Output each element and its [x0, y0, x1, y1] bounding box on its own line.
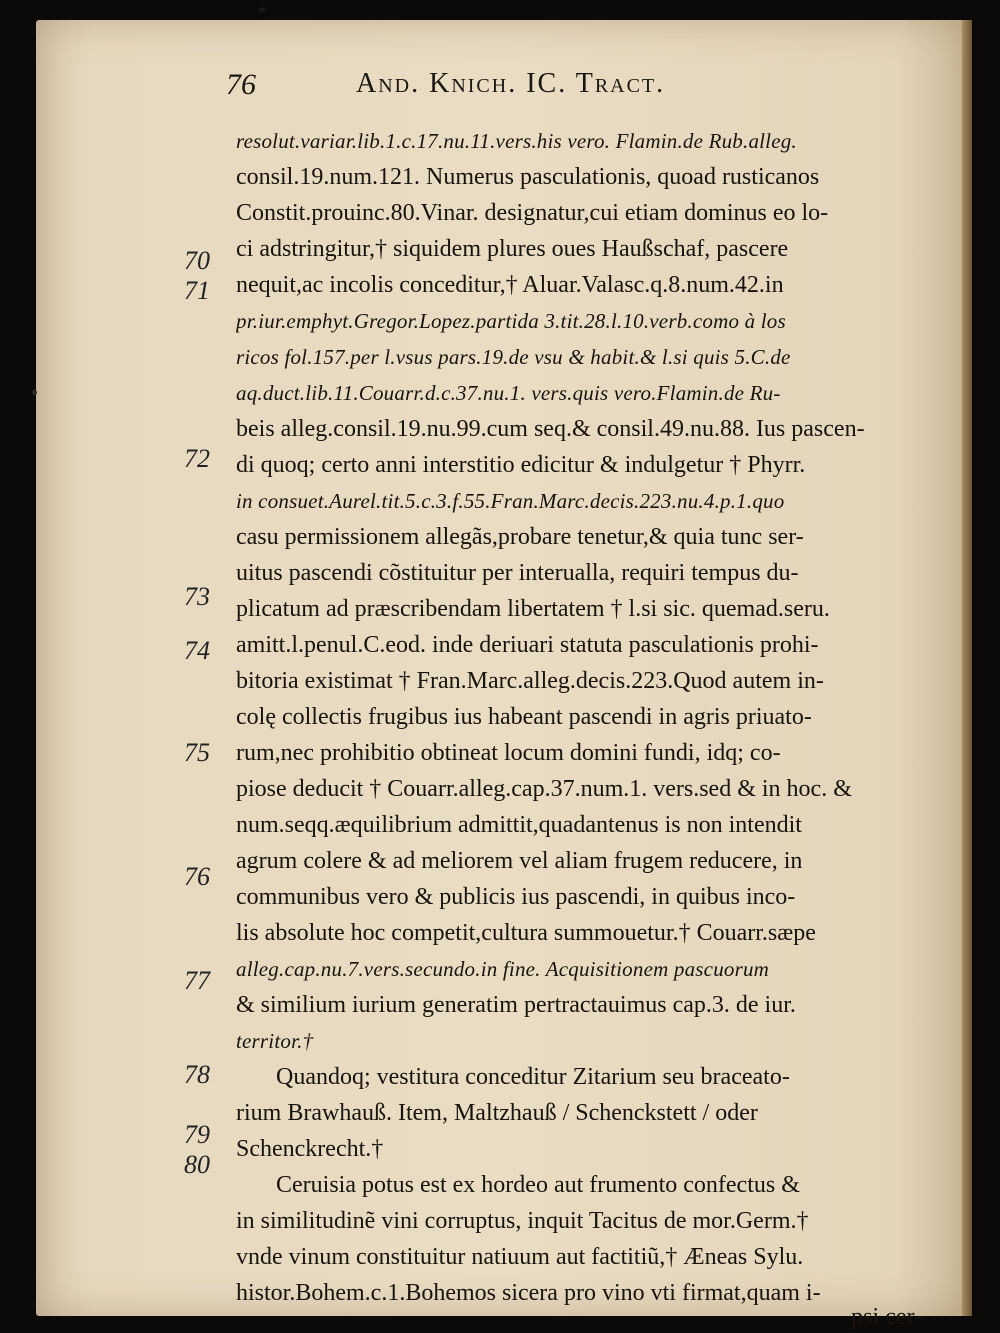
text-line: agrum colere & ad meliorem vel aliam frugem reducere, in: [236, 848, 803, 874]
text-line: piose deducit † Couarr.alleg.cap.37.num.1. vers.sed & in hoc. &: [236, 776, 852, 802]
catchword: psi cer-: [851, 1304, 922, 1330]
text-line: in consuet.Aurel.tit.5.c.3.f.55.Fran.Marc.decis.223.nu.4.p.1.quo: [236, 489, 785, 513]
text-line: consil.19.num.121. Numerus pasculationis, quoad rusticanos: [236, 164, 820, 190]
text-line: ci adstringitur,† siquidem plures oues Haußschaf, pascere: [236, 236, 789, 262]
text-line: lis absolute hoc competit,cultura summouetur.† Couarr.sæpe: [236, 920, 816, 946]
text-line: histor.Bohem.c.1.Bohemos sicera pro vino vti firmat,quam i-: [236, 1280, 821, 1306]
text-line: Schenckrecht.†: [236, 1136, 384, 1162]
margin-number: 77: [184, 966, 210, 995]
top-ornament-mark: *: [258, 4, 266, 21]
margin-number: 73: [184, 582, 210, 611]
margin-number: 79: [184, 1120, 210, 1149]
text-line: di quoq; certo anni interstitio edicitur & indulgetur † Phyrr.: [236, 452, 806, 478]
running-header: [226, 68, 926, 108]
margin-number: 75: [184, 738, 210, 767]
margin-number: 78: [184, 1060, 210, 1089]
text-line: alleg.cap.nu.7.vers.secundo.in fine. Acquisitionem pascuorum: [236, 957, 770, 981]
text-line: communibus vero & publicis ius pascendi, in quibus inco-: [236, 884, 796, 910]
text-line: resolut.variar.lib.1.c.17.nu.11.vers.his vero. Flamin.de Rub.alleg.: [236, 129, 797, 153]
margin-number: 72: [184, 444, 210, 473]
text-line: rium Brawhauß. Item, Maltzhauß / Schenckstett / oder: [236, 1100, 758, 1126]
page-number: 76: [226, 68, 256, 101]
text-line: in similitudinẽ vini corruptus, inquit Tacitus de mor.Germ.†: [236, 1208, 809, 1234]
text-line: Constit.prouinc.80.Vinar. designatur,cui etiam dominus eo lo-: [236, 200, 829, 226]
text-line: territor.†: [236, 1029, 314, 1053]
text-line: colę collectis frugibus ius habeant pascendi in agris priuato-: [236, 704, 812, 730]
text-line: casu permissionem allegãs,probare tenetur,& quia tunc ser-: [236, 524, 804, 550]
margin-number: 80: [184, 1150, 210, 1179]
text-line: nequit,ac incolis conceditur,† Aluar.Valasc.q.8.num.42.in: [236, 272, 784, 298]
running-title: And. Knich. IC. Tract.: [356, 68, 666, 99]
text-line: bitoria existimat † Fran.Marc.alleg.decis.223.Quod autem in-: [236, 668, 824, 694]
ink-speck: [32, 390, 37, 395]
text-line: num.seqq.æquilibrium admittit,quadantenus is non intendit: [236, 812, 802, 838]
text-line: rum,nec prohibitio obtineat locum domini fundi, idq; co-: [236, 740, 781, 766]
text-line: pr.iur.emphyt.Gregor.Lopez.partida 3.tit.28.l.10.verb.como à los: [236, 309, 786, 333]
text-line: uitus pascendi cõstituitur per interualla, requiri tempus du-: [236, 560, 799, 586]
text-line: vnde vinum constituitur natiuum aut factitiũ,† Æneas Sylu.: [236, 1244, 804, 1270]
text-line: beis alleg.consil.19.nu.99.cum seq.& consil.49.nu.88. Ius pascen-: [236, 416, 865, 442]
text-line: amitt.l.penul.C.eod. inde deriuari statuta pasculationis prohi-: [236, 632, 819, 658]
text-line: ricos fol.157.per l.vsus pars.19.de vsu & habit.& l.si quis 5.C.de: [236, 345, 791, 369]
text-line: Ceruisia potus est ex hordeo aut frumento confectus &: [276, 1172, 800, 1198]
margin-number: 70: [184, 246, 210, 275]
text-line: aq.duct.lib.11.Couarr.d.c.37.nu.1. vers.quis vero.Flamin.de Ru-: [236, 381, 781, 405]
margin-number: 76: [184, 862, 210, 891]
page-spine-edge: [962, 20, 972, 1316]
text-line: plicatum ad præscribendam libertatem † l.si sic. quemad.seru.: [236, 596, 830, 622]
margin-number: 71: [184, 276, 210, 305]
text-line: Quandoq; vestitura conceditur Zitarium seu braceato-: [276, 1064, 790, 1090]
margin-number: 74: [184, 636, 210, 665]
text-line: & similium iurium generatim pertractauimus cap.3. de iur.: [236, 992, 796, 1018]
